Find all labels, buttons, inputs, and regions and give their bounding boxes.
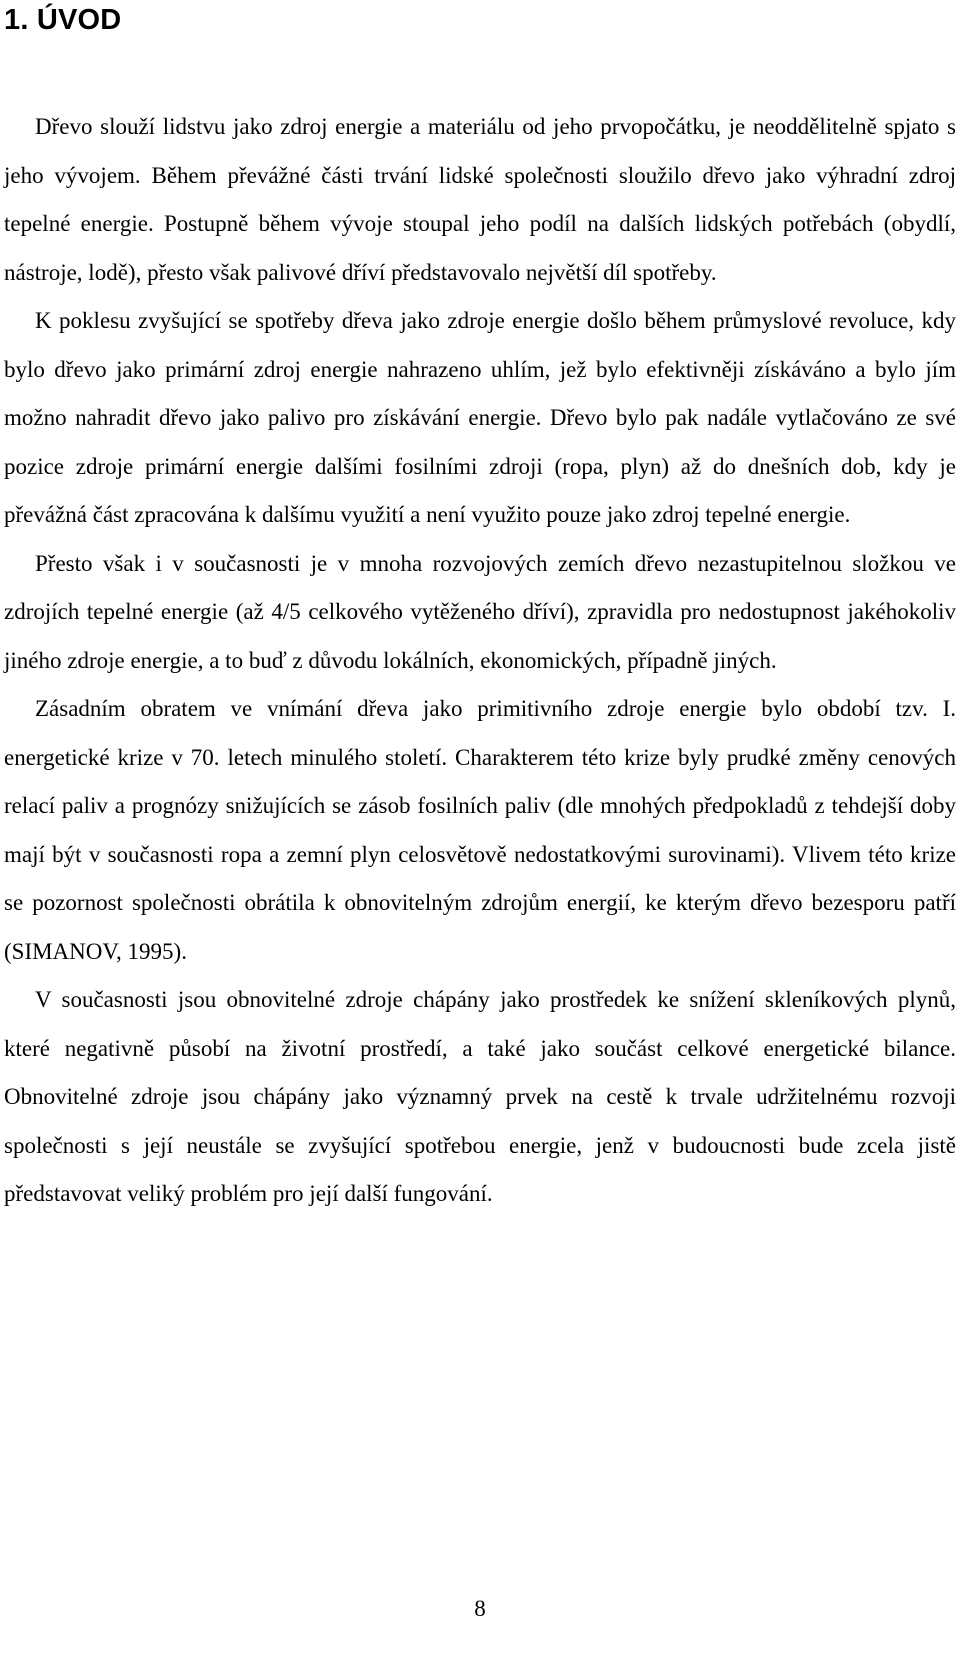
paragraph-2: K poklesu zvyšující se spotřeby dřeva jako zdroje energie došlo během průmyslové revoluce, kdy bylo dřevo jako primární zdroj energie nahrazeno uhlím, jež bylo efektivněji získáváno a bylo jím možno nahradit dřevo jako palivo pro získávání energie. Dřevo bylo pak nadále vytlačováno ze své pozice zdroje primární energie dalšími fosilními zdroji (ropa, plyn) až do dnešních dob, kdy je převážná část zpracována k dalšímu využití a není využito pouze jako zdroj tepelné energie. bbox=[4, 308, 956, 527]
paragraph-1: Dřevo slouží lidstvu jako zdroj energie a materiálu od jeho prvopočátku, je neoddělitelně spjato s jeho vývojem. Během převážné části trvání lidské společnosti sloužilo dřevo jako výhradní zdroj tepelné energie. Postupně během vývoje stoupal jeho podíl na dalších lidských potřebách (obydlí, nástroje, lodě), přesto však palivové dříví představovalo největší díl spotřeby. bbox=[4, 114, 956, 285]
page-number: 8 bbox=[474, 1596, 486, 1621]
paragraph-3: Přesto však i v současnosti je v mnoha rozvojových zemích dřevo nezastupitelnou složkou ve zdrojích tepelné energie (až 4/5 celkového vytěženého dříví), zpravidla pro nedostupnost jakéhokoliv jiného zdroje energie, a to buď z důvodu lokálních, ekonomických, případně jiných. bbox=[4, 550, 956, 673]
chapter-heading: 1. ÚVOD bbox=[4, 4, 122, 36]
paragraph-5: V současnosti jsou obnovitelné zdroje chápány jako prostředek ke snížení skleníkových plynů, které negativně působí na životní prostředí, a také jako součást celkové energetické bilance. Obnovitelné zdroje jsou chápány jako významný prvek na cestě k trvale udržitelnému rozvoji společnosti s její neustále se zvyšující spotřebou energie, jenž v budoucnosti bude zcela jistě představovat veliký problém pro její další fungování. bbox=[4, 987, 956, 1206]
body-text bbox=[4, 103, 956, 1219]
paragraph-4: Zásadním obratem ve vnímání dřeva jako primitivního zdroje energie bylo období tzv. I. energetické krize v 70. letech minulého století. Charakterem této krize byly prudké změny cenových relací paliv a prognózy snižujících se zásob fosilních paliv (dle mnohých předpokladů z tehdejší doby mají být v současnosti ropa a zemní plyn celosvětově nedostatkovými surovinami). Vlivem této krize se pozornost společnosti obrátila k obnovitelným zdrojům energií, ke kterým dřevo bezesporu patří (SIMANOV, 1995). bbox=[4, 696, 956, 964]
